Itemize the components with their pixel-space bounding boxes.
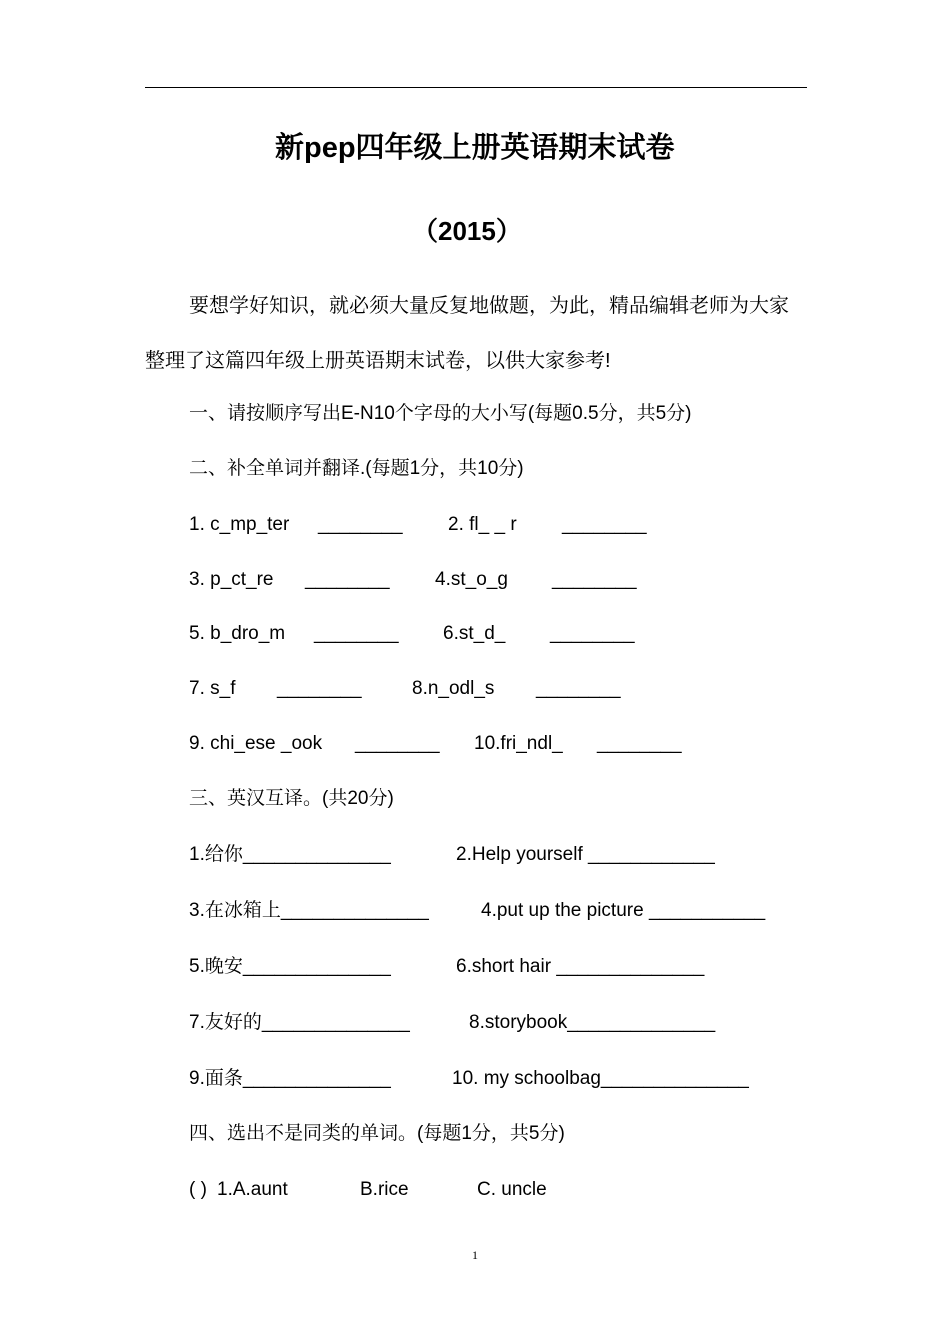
s2-item-1-blank: ________	[318, 514, 403, 535]
s2-item-7-word: 7. s_f	[189, 678, 236, 699]
s2-item-8-blank: ________	[536, 678, 621, 699]
s3-item-2: 2.Help yourself ____________	[456, 844, 715, 865]
s2-item-8-word: 8.n_odl_s	[412, 678, 495, 699]
s3-item-7: 7.友好的______________	[189, 1012, 410, 1033]
s2-item-4-word: 4.st_o_g	[435, 569, 508, 590]
s3-item-9: 9.面条______________	[189, 1068, 391, 1089]
document-title: 新pep四年级上册英语期末试卷	[275, 132, 675, 164]
s2-item-5-blank: ________	[314, 623, 399, 644]
document-year: （2015）	[412, 216, 522, 246]
s2-item-10-blank: ________	[597, 733, 682, 754]
s4-item-1-paren: ( )	[189, 1179, 207, 1200]
s3-item-8: 8.storybook______________	[469, 1012, 716, 1033]
section-heading-2: 二、补全单词并翻译.(每题1分，共10分)	[189, 458, 524, 479]
s2-item-7-blank: ________	[277, 678, 362, 699]
s2-item-5-word: 5. b_dro_m	[189, 623, 286, 644]
s3-item-4: 4.put up the picture ___________	[481, 900, 766, 921]
s3-item-5: 5.晚安______________	[189, 956, 391, 977]
s2-item-9-blank: ________	[355, 733, 440, 754]
s2-item-9-word: 9. chi_ese _ook	[189, 733, 323, 754]
s3-item-1: 1.给你______________	[189, 844, 391, 865]
s3-item-6: 6.short hair ______________	[456, 956, 705, 977]
s2-item-4-blank: ________	[552, 569, 637, 590]
header-rule	[145, 87, 807, 88]
s2-item-1-word: 1. c_mp_ter	[189, 514, 290, 535]
page-number: 1	[472, 1248, 478, 1262]
s3-item-10: 10. my schoolbag______________	[452, 1068, 749, 1089]
s2-item-3-blank: ________	[305, 569, 390, 590]
s4-item-1-option-c: C. uncle	[477, 1179, 547, 1200]
s2-item-3-word: 3. p_ct_re	[189, 569, 274, 590]
s2-item-6-blank: ________	[550, 623, 635, 644]
s2-item-10-word: 10.fri_ndl_	[474, 733, 563, 754]
s3-item-3: 3.在冰箱上______________	[189, 900, 429, 921]
s2-item-2-blank: ________	[562, 514, 647, 535]
intro-paragraph: 要想学好知识，就必须大量反复地做题，为此，精品编辑老师为大家整理了这篇四年级上册英语期末试卷，以供大家参考!	[145, 295, 789, 372]
s4-item-1-option-b: B.rice	[360, 1179, 409, 1200]
s2-item-6-word: 6.st_d_	[443, 623, 506, 644]
section-heading-1: 一、请按顺序写出E-N10个字母的大小写(每题0.5分，共5分)	[189, 403, 692, 424]
section-heading-3: 三、英汉互译。(共20分)	[189, 788, 394, 809]
s4-item-1-option-a: 1.A.aunt	[217, 1179, 288, 1200]
section-heading-4: 四、选出不是同类的单词。(每题1分，共5分)	[189, 1123, 565, 1144]
s2-item-2-word: 2. fl_ _ r	[448, 514, 517, 535]
